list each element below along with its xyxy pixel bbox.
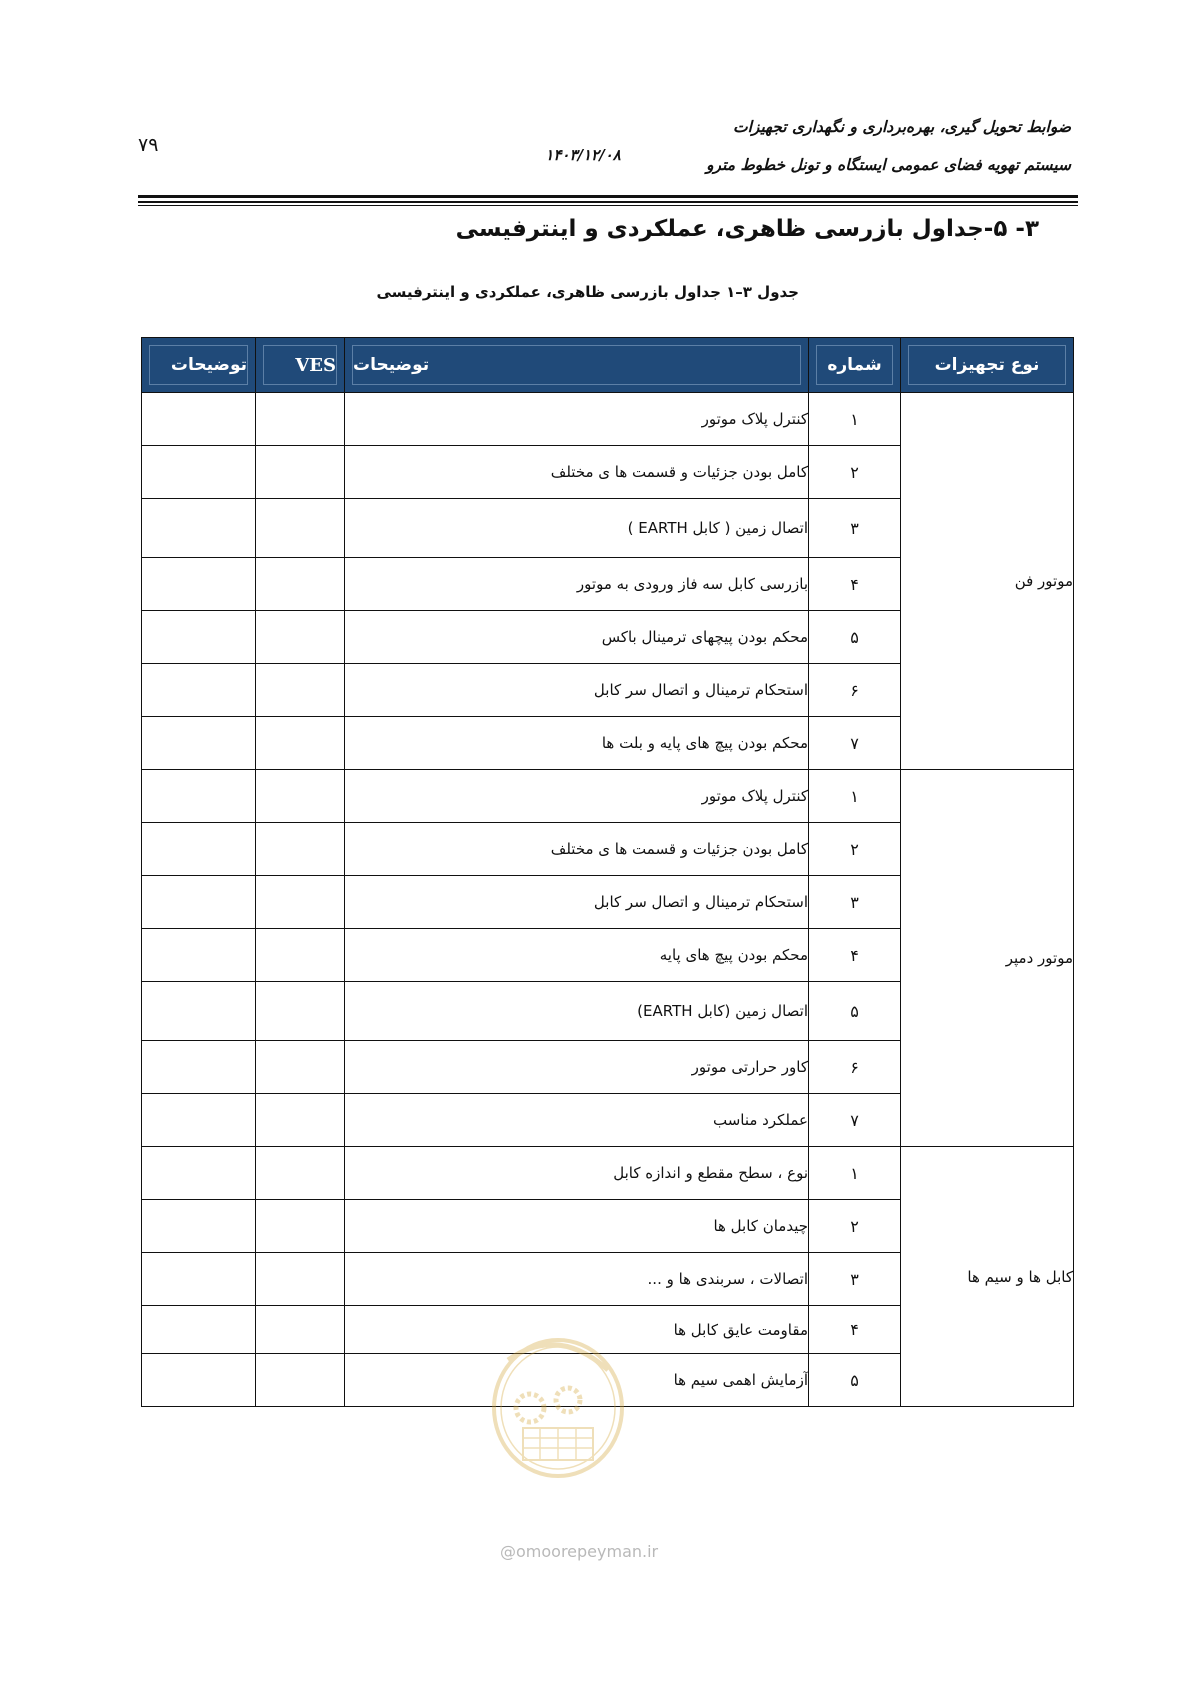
number-cell: ۲ [809,446,901,499]
section-title: ۳- ۵-جداول بازرسی ظاهری، عملکردی و اینترفیسی [455,216,1039,242]
header-rule-thick [138,195,1078,198]
header-ves [256,338,345,393]
description-cell: اتصالات ، سربندی ها و ... [345,1253,809,1306]
ves-cell[interactable] [256,664,345,717]
notes-cell[interactable] [142,611,256,664]
notes-cell[interactable] [142,876,256,929]
description-cell: محکم بودن پیچ های پایه [345,929,809,982]
description-cell: استحکام ترمینال و اتصال سر کابل [345,876,809,929]
header-description-label: توضیحات [352,345,801,385]
notes-cell[interactable] [142,929,256,982]
table-row [142,1147,1074,1200]
number-cell: ۶ [809,664,901,717]
notes-cell[interactable] [142,1306,256,1354]
description-cell: کاور حرارتی موتور [345,1041,809,1094]
ves-cell[interactable] [256,1354,345,1407]
document-header-title [571,108,1071,184]
number-cell: ۶ [809,1041,901,1094]
notes-cell[interactable] [142,664,256,717]
description-cell: استحکام ترمینال و اتصال سر کابل [345,664,809,717]
ves-cell[interactable] [256,1147,345,1200]
notes-cell[interactable] [142,1200,256,1253]
ves-cell[interactable] [256,876,345,929]
number-cell: ۷ [809,717,901,770]
description-cell: نوع ، سطح مقطع و اندازه کابل [345,1147,809,1200]
table-header-row [142,338,1074,393]
description-cell: محکم بودن پیچ های پایه و بلت ها [345,717,809,770]
ves-cell[interactable] [256,1306,345,1354]
description-cell: عملکرد مناسب [345,1094,809,1147]
number-cell: ۲ [809,1200,901,1253]
notes-cell[interactable] [142,770,256,823]
ves-cell[interactable] [256,1200,345,1253]
number-cell: ۳ [809,876,901,929]
header-date: ۱۴۰۳/۱۲/۰۸ [545,146,621,164]
description-cell: اتصال زمین (کابل EARTH) [345,982,809,1041]
number-cell: ۳ [809,1253,901,1306]
ves-cell[interactable] [256,823,345,876]
header-notes-label: توضیحات [149,345,248,385]
ves-cell[interactable] [256,1041,345,1094]
notes-cell[interactable] [142,1253,256,1306]
ves-cell[interactable] [256,982,345,1041]
notes-cell[interactable] [142,558,256,611]
equipment-type-cell: موتور دمپر [901,770,1074,1147]
ves-cell[interactable] [256,393,345,446]
header-notes [142,338,256,393]
header-equipment [901,338,1074,393]
notes-cell[interactable] [142,1041,256,1094]
description-cell: آزمایش اهمی سیم ها [345,1354,809,1407]
ves-cell[interactable] [256,1094,345,1147]
header-number-label: شماره [816,345,893,385]
number-cell: ۷ [809,1094,901,1147]
notes-cell[interactable] [142,717,256,770]
table-caption: جدول ۳–۱ جداول بازرسی ظاهری، عملکردی و اینترفیسی [376,283,799,301]
notes-cell[interactable] [142,499,256,558]
description-cell: کنترل پلاک موتور [345,393,809,446]
inspection-table [141,337,1074,1407]
watermark-site: @omoorepeyman.ir [500,1542,659,1561]
number-cell: ۳ [809,499,901,558]
number-cell: ۲ [809,823,901,876]
description-cell: چیدمان کابل ها [345,1200,809,1253]
description-cell: مقاومت عایق کابل ها [345,1306,809,1354]
notes-cell[interactable] [142,1094,256,1147]
table-row [142,770,1074,823]
ves-cell[interactable] [256,770,345,823]
number-cell: ۴ [809,1306,901,1354]
ves-cell[interactable] [256,717,345,770]
number-cell: ۵ [809,611,901,664]
notes-cell[interactable] [142,982,256,1041]
header-rule-medium [138,201,1078,203]
number-cell: ۱ [809,1147,901,1200]
ves-cell[interactable] [256,1253,345,1306]
ves-cell[interactable] [256,499,345,558]
header-title-line2: سیستم تهویه فضای عمومی ایستگاه و تونل خطوط مترو [706,155,1071,174]
header-number [809,338,901,393]
table-body [142,393,1074,1407]
header-description [345,338,809,393]
notes-cell[interactable] [142,1147,256,1200]
description-cell: محکم بودن پیچهای ترمینال باکس [345,611,809,664]
notes-cell[interactable] [142,1354,256,1407]
page-number: ۷۹ [138,134,159,156]
notes-cell[interactable] [142,393,256,446]
number-cell: ۵ [809,1354,901,1407]
description-cell: بازرسی کابل سه فاز ورودی به موتور [345,558,809,611]
equipment-type-cell: کابل ها و سیم ها [901,1147,1074,1407]
header-rule-thin [138,205,1078,206]
number-cell: ۱ [809,393,901,446]
description-cell: کامل بودن جزئیات و قسمت ها ی مختلف [345,823,809,876]
header-equipment-label: نوع تجهیزات [908,345,1066,385]
header-ves-label: VES [263,345,337,385]
number-cell: ۱ [809,770,901,823]
equipment-type-cell: موتور فن [901,393,1074,770]
description-cell: اتصال زمین ( کابل EARTH ) [345,499,809,558]
ves-cell[interactable] [256,929,345,982]
table-row [142,393,1074,446]
number-cell: ۵ [809,982,901,1041]
description-cell: کامل بودن جزئیات و قسمت ها ی مختلف [345,446,809,499]
description-cell: کنترل پلاک موتور [345,770,809,823]
number-cell: ۴ [809,929,901,982]
number-cell: ۴ [809,558,901,611]
ves-cell[interactable] [256,446,345,499]
notes-cell[interactable] [142,823,256,876]
notes-cell[interactable] [142,446,256,499]
header-title-line1: ضوابط تحویل گیری، بهره‌برداری و نگهداری تجهیزات [733,117,1071,136]
ves-cell[interactable] [256,558,345,611]
ves-cell[interactable] [256,611,345,664]
